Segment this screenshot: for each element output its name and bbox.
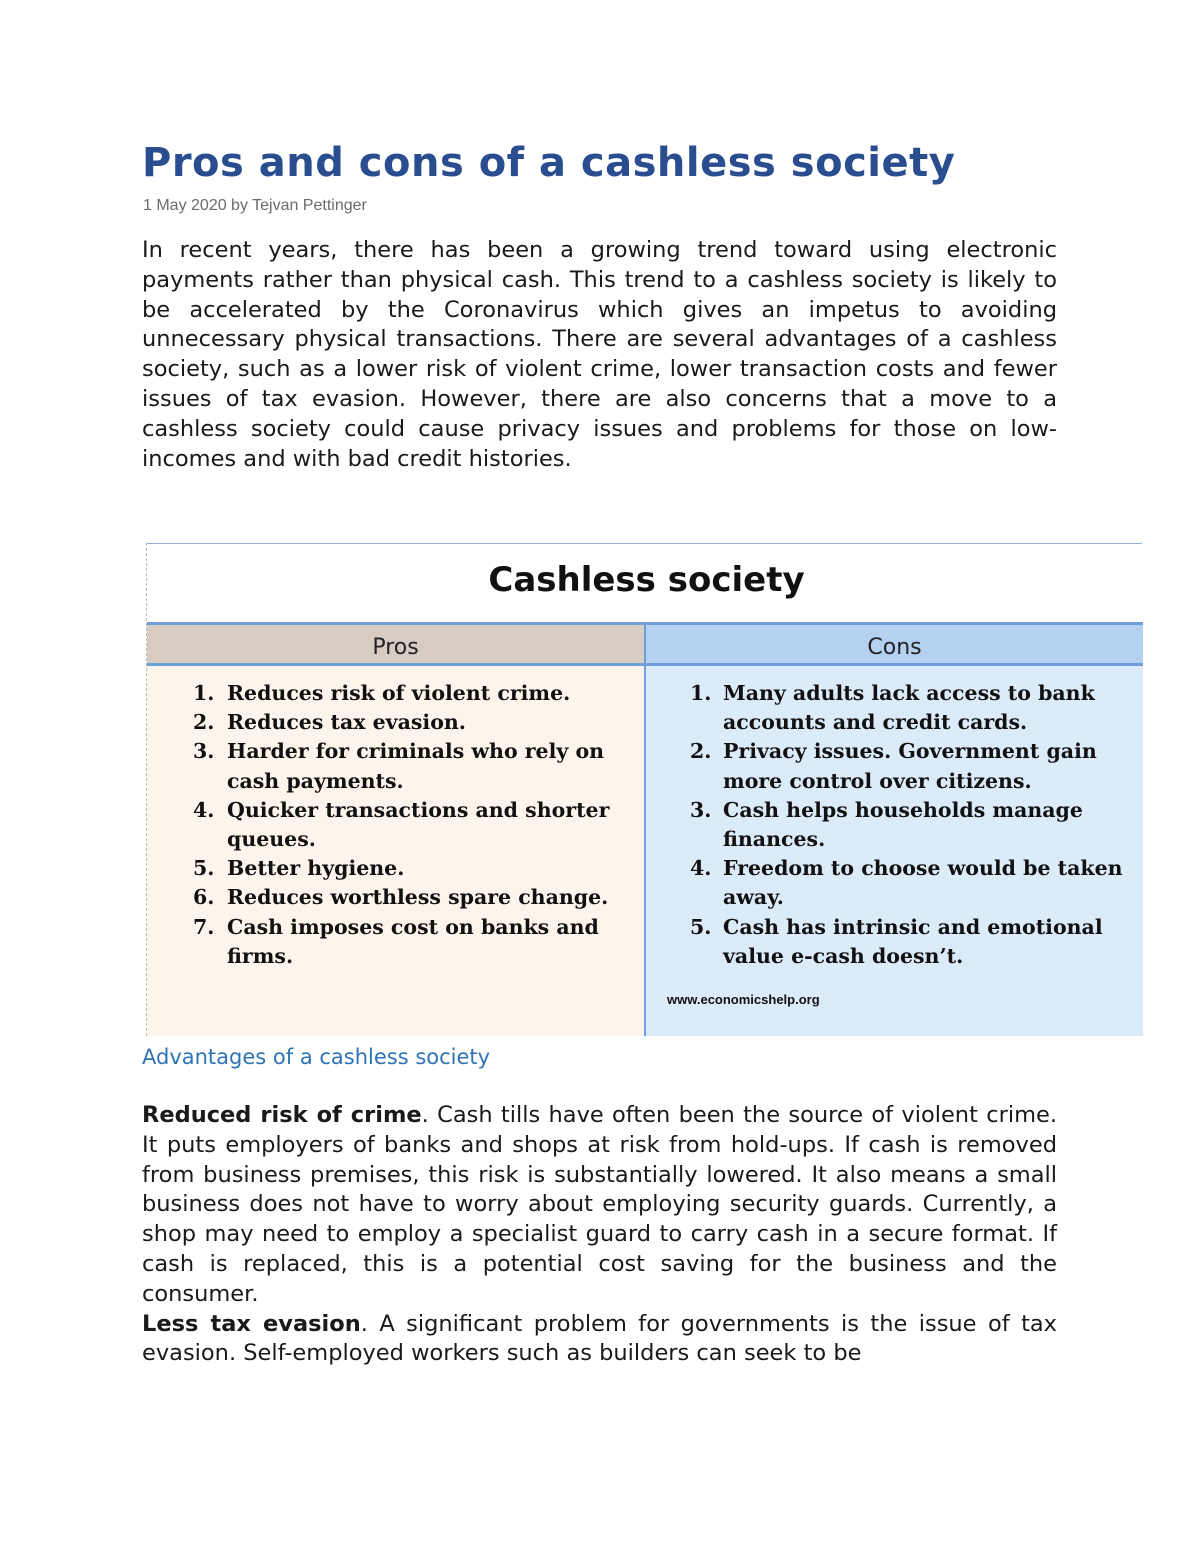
pros-item: 5. Better hygiene.: [193, 856, 405, 881]
pros-column: [147, 622, 644, 1036]
intro-text: In recent years, there has been a growing trend toward using electronic payments rather than physical cash. This trend to a cashless society is likely to be accelerated by the Coronavirus which gives an impetus to avoiding unnecessary physical transactions. There are several advantages of a cashless society, such as a lower risk of violent crime, lower transaction costs and fewer issues of tax evasion. However, there are also concerns that a move to a cashless society could cause privacy issues and problems for those on low-incomes and with bad credit histories.: [142, 237, 1057, 472]
pros-item: 4. Quicker transactions and shorter queues.: [193, 797, 610, 852]
section-heading: Advantages of a cashless society: [142, 1045, 491, 1069]
cons-item: 3. Cash helps households manage finances.: [690, 797, 1083, 852]
cashless-society-infographic: [146, 543, 1142, 1036]
pros-item: 1. Reduces risk of violent crime.: [193, 681, 571, 705]
crime-text: . Cash tills have often been the source of violent crime. It puts employers of banks and shops at risk from hold-ups. If cash is removed from business premises, this risk is substantially lowered. It also means a small business does not have to worry about employing security guards. Currently, a shop may need to employ a specialist guard to carry cash in a secure format. If cash is replaced, this is a potential cost saving for the business and the consumer.: [142, 1102, 1057, 1307]
cons-item: 2. Privacy issues. Government gain more control over citizens.: [690, 739, 1097, 793]
advantages-section: [142, 1101, 1057, 1369]
cons-list: [646, 666, 1143, 971]
pros-item: 3. Harder for criminals who rely on cash payments.: [193, 739, 605, 793]
byline: 1 May 2020 by Tejvan Pettinger: [143, 197, 367, 214]
tax-paragraph: [142, 1310, 1057, 1370]
tax-text: . A significant problem for governments is the issue of tax evasion. Self-employed workers such as builders can seek to be: [142, 1310, 1057, 1367]
cons-heading: Cons: [646, 622, 1143, 666]
cons-item: 1. Many adults lack access to bank accounts and credit cards.: [690, 681, 1095, 735]
page-title: Pros and cons of a cashless society: [142, 140, 956, 186]
pros-list: [147, 666, 644, 971]
cons-item: 5. Cash has intrinsic and emotional value e-cash doesn’t.: [690, 914, 1103, 968]
pros-heading: Pros: [147, 622, 644, 666]
crime-lead: Reduced risk of crime: [142, 1102, 422, 1128]
infographic-title: Cashless society: [488, 560, 805, 600]
intro-paragraph: [142, 236, 1057, 474]
source-credit: www.economicshelp.org: [667, 992, 820, 1007]
pros-item: 7. Cash imposes cost on banks and firms.: [193, 914, 599, 968]
cons-column: [644, 622, 1143, 1036]
tax-lead: Less tax evasion: [142, 1310, 361, 1337]
pros-item: 2. Reduces tax evasion.: [193, 710, 466, 735]
cons-item: 4. Freedom to choose would be taken away.: [690, 856, 1123, 910]
pros-item: 6. Reduces worthless spare change.: [193, 885, 609, 910]
crime-paragraph: [142, 1101, 1057, 1310]
